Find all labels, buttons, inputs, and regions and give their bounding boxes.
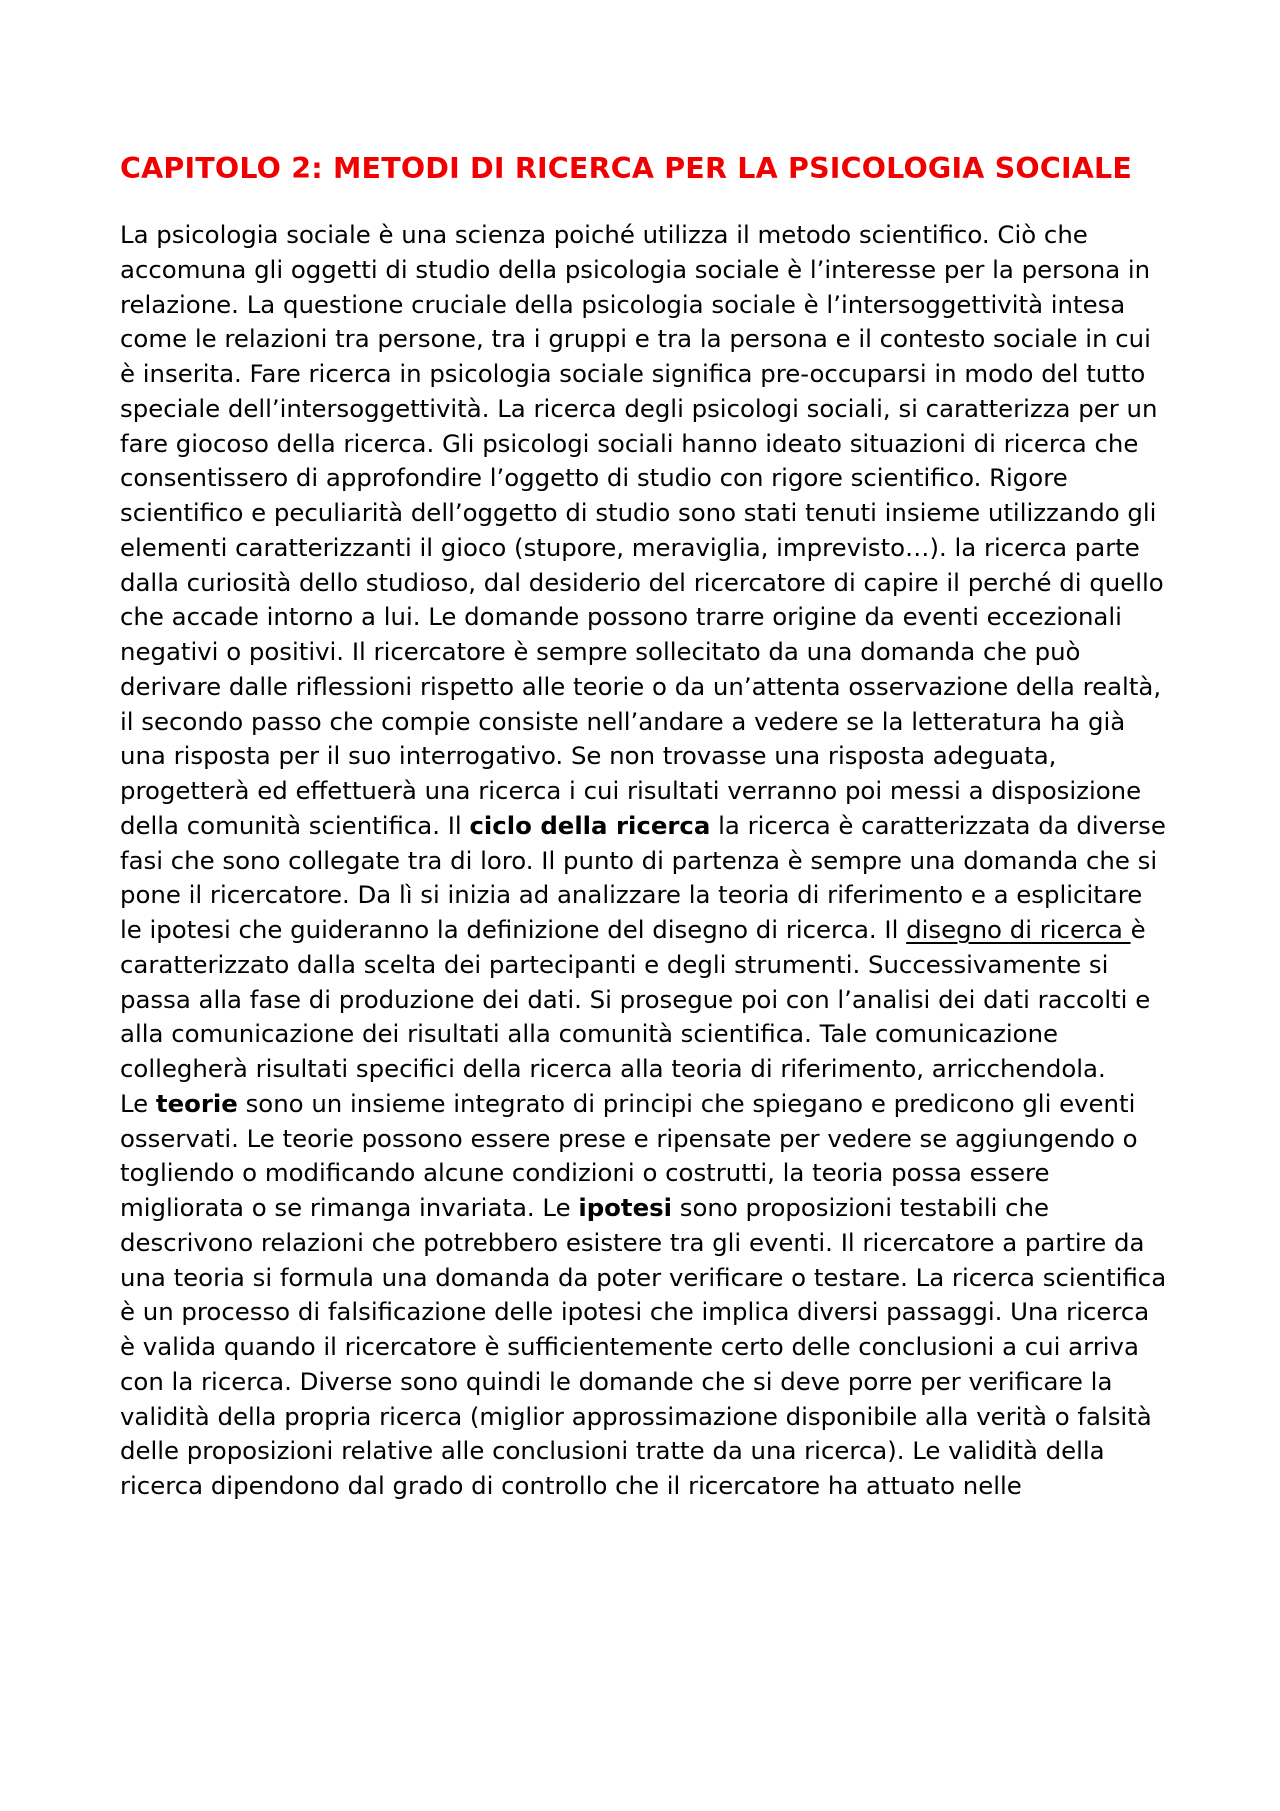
chapter-title: CAPITOLO 2: METODI DI RICERCA PER LA PSICOLOGIA SOCIALE (120, 152, 1133, 185)
underlined-term-disegno-di-ricerca: disegno di ricerca (906, 915, 1131, 944)
paragraph1-text-1: La psicologia sociale è una scienza poiché utilizza il metodo scientifico. Ciò che accomuna gli oggetti di studio della psicologia sociale è l’interesse per la persona in relazione. La questione cruciale della psicologia sociale è l’intersoggettività intesa come le relazioni tra persone, tra i gruppi e tra la persona e il contesto sociale in cui è inserita. Fare ricerca in psicologia sociale significa pre-occuparsi in modo del tutto speciale dell’intersoggettività. La ricerca degli psicologi sociali, si caratterizza per un fare giocoso della ricerca. Gli psicologi sociali hanno ideato situazioni di ricerca che consentissero di approfondire l’oggetto di studio con rigore scientifico. Rigore scientifico e peculiarità dell’oggetto di studio sono stati tenuti insieme utilizzando gli elementi caratterizzanti il gioco (stupore, meraviglia, imprevisto…). la ricerca parte dalla curiosità dello studioso, dal desiderio del ricercatore di capire il perché di quello che accade intorno a lui. Le domande possono trarre origine da eventi eccezionali negativi o positivi. Il ricercatore è sempre sollecitato da una domanda che può derivare dalle riflessioni rispetto alle teorie o da un’attenta osservazione della realtà, il secondo passo che compie consiste nell’andare a vedere se la letteratura ha già una risposta per il suo interrogativo. Se non trovasse una risposta adeguata, progetterà ed effettuerà una ricerca i cui risultati verranno poi messi a disposizione della comunità scientifica. Il (120, 220, 1164, 840)
bold-term-teorie: teorie (155, 1088, 238, 1118)
paragraph1-text-3: è caratterizzato dalla scelta dei partecipanti e degli strumenti. Successivamente si passa alla fase di produzione dei dati. Si prosegue poi con l’analisi dei dati raccolti e alla comunicazione dei risultati alla comunità scientifica. Tale comunicazione collegherà risultati specifici della ricerca alla teoria di riferimento, arricchendola. (120, 915, 1151, 1083)
paragraph-theories-hypotheses (120, 1087, 1170, 1504)
paragraph-research-cycle (120, 218, 1170, 1087)
paragraph2-text-3: sono proposizioni testabili che descrivono relazioni che potrebbero esistere tra gli eventi. Il ricercatore a partire da una teoria si formula una domanda da poter verificare o testare. La ricerca scientifica è un processo di falsificazione delle ipotesi che implica diversi passaggi. Una ricerca è valida quando il ricercatore è sufficientemente certo delle conclusioni a cui arriva con la ricerca. Diverse sono quindi le domande che si deve porre per verificare la validità della propria ricerca (miglior approssimazione disponibile alla verità o falsità delle proposizioni relative alle conclusioni tratte da una ricerca). Le validità della ricerca dipendono dal grado di controllo che il ricercatore ha attuato nelle (120, 1193, 1167, 1500)
document-content (120, 148, 1170, 1504)
paragraph1-text-2: la ricerca è caratterizzata da diverse fasi che sono collegate tra di loro. Il punto di partenza è sempre una domanda che si pone il ricercatore. Da lì si inizia ad analizzare la teoria di riferimento e a esplicitare le ipotesi che guideranno la definizione del disegno di ricerca. Il (120, 810, 1166, 944)
paragraph2-text-2: sono un insieme integrato di principi che spiegano e predicono gli eventi osservati. Le teorie possono essere prese e ripensate per vedere se aggiungendo o togliendo o modificando alcune condizioni o costrutti, la teoria possa essere migliorata o se rimanga invariata. Le (120, 1088, 1138, 1222)
paragraph2-text-1: Le (120, 1088, 156, 1118)
bold-term-ciclo-della-ricerca: ciclo della ricerca (469, 810, 711, 840)
bold-term-ipotesi: ipotesi (578, 1193, 672, 1222)
